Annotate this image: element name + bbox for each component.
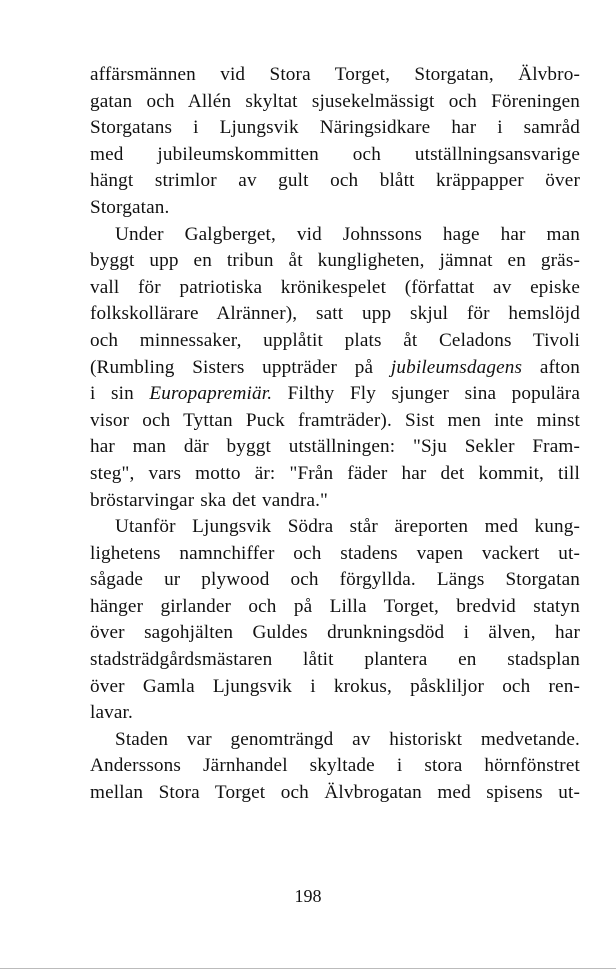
italic-title: Europapremiär. [149,383,273,405]
italic-title: jubileumsdagens [390,356,523,378]
text-line: hängt strimlor av gult och blått kräppapper över [90,170,580,192]
paragraph-1 [90,62,580,222]
paragraph-4 [90,727,580,807]
page-number: 198 [294,886,322,906]
text-line: Under Galgberget, vid Johnssons hage har man [115,223,580,245]
text-line: sågade ur plywood och förgyllda. Längs Storgatan [90,569,580,591]
text-line-with-italic [90,355,580,382]
text-line: mellan Stora Torget och Älvbrogatan med spisens ut- [90,782,580,804]
text-line: vall för patriotiska krönikespelet (författat av episke [90,276,580,298]
text-line: och minnessaker, upplåtit plats åt Celadons Tivoli [90,329,580,351]
text-line: lavar. [90,702,133,724]
paragraph-3 [90,514,580,727]
text-line: Utanför Ljungsvik Södra står äreporten med kung- [115,516,580,538]
text-line: affärsmännen vid Stora Torget, Storgatan, Älvbro- [90,64,580,85]
text-line: Storgatan. [90,196,170,218]
page-edge-divider [0,968,616,969]
text-line: Staden var genomträngd av historiskt medvetande. [115,728,580,750]
text-line: över sagohjälten Guldes drunkningsdöd i älven, har [90,622,580,644]
text-segment: (Rumbling Sisters uppträder på [90,356,391,378]
text-line: med jubileumskommitten och utställningsansvarige [90,143,580,165]
text-segment: i sin [90,383,150,405]
text-line: över Gamla Ljungsvik i krokus, påskliljor och ren- [90,675,580,697]
text-line: visor och Tyttan Puck framträder). Sist men inte minst [90,409,580,431]
text-line: byggt upp en tribun åt kungligheten, jämnat en gräs- [90,250,580,272]
text-line-with-italic [90,381,580,408]
text-line: folkskollärare Alränner), satt upp skjul för hemslöjd [90,303,580,325]
text-line: stadsträdgårdsmästaren låtit plantera en stadsplan [90,649,580,671]
text-line: Anderssons Järnhandel skyltade i stora hörnfönstret [90,755,580,777]
text-line: steg", vars motto är: "Från fäder har det kommit, till [90,462,580,484]
text-line: lighetens namnchiffer och stadens vapen vackert ut- [90,542,580,564]
paragraph-2 [90,222,580,515]
text-line: gatan och Allén skyltat sjusekelmässigt och Föreningen [90,90,580,112]
text-line: har man där byggt utställningen: "Sju Sekler Fram- [90,436,580,458]
text-line: Storgatans i Ljungsvik Näringsidkare har i samråd [90,117,580,139]
text-line: bröstarvingar ska det vandra." [90,489,329,511]
page-body [90,62,580,807]
text-segment: Filthy Fly sjunger sina populära [272,383,581,405]
text-line: hänger girlander och på Lilla Torget, bredvid statyn [90,595,580,617]
text-segment: afton [522,356,580,378]
